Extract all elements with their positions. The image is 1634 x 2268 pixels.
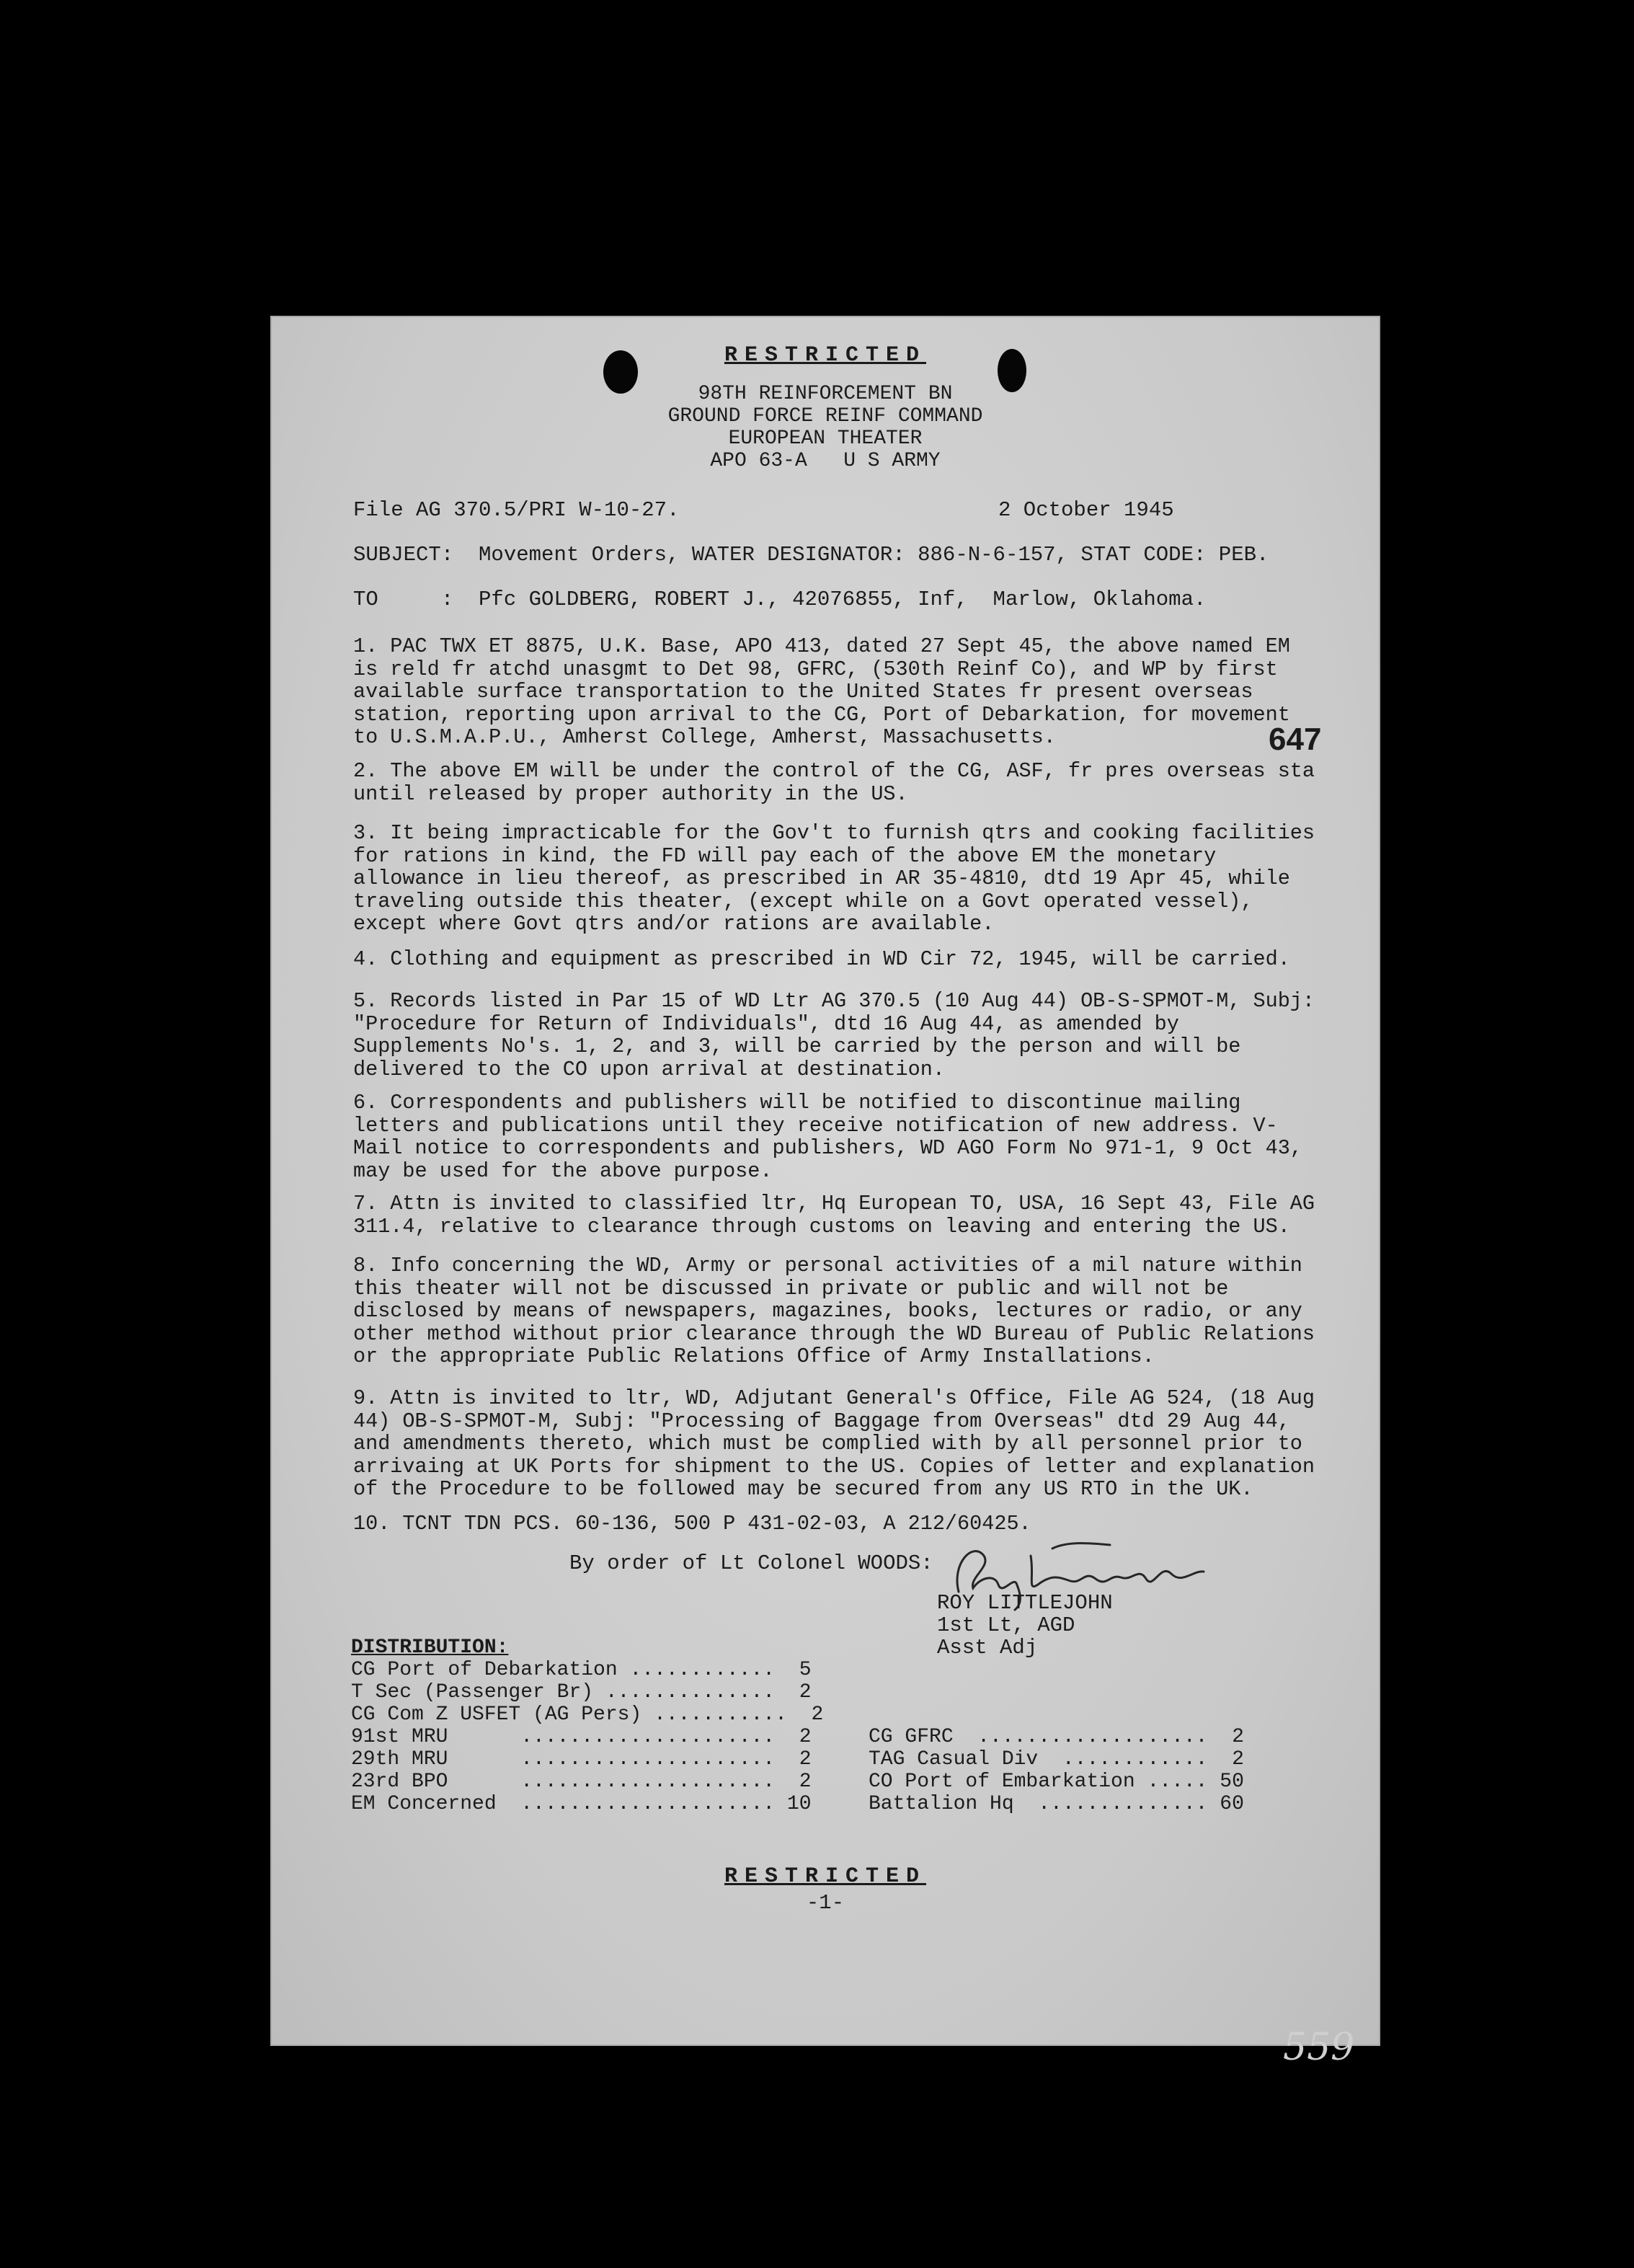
archive-corner-mark: 559 [1283, 2026, 1355, 2069]
distribution-right-2: TAG Casual Div ............ 2 [869, 1748, 1244, 1771]
unit-line-2: GROUND FORCE REINF COMMAND [667, 405, 983, 428]
subject-line: SUBJECT: Movement Orders, WATER DESIGNATOR: 886-N-6-157, STAT CODE: PEB. [353, 543, 1269, 567]
signer-rank: 1st Lt, AGD [937, 1613, 1075, 1637]
paragraph-3: 3. It being impracticable for the Gov't to furnish qtrs and cooking facilities for rations in kind, the FD will pay each of the above EM the monetary allowance in lieu thereof, as prescribed in AR 35-4810, dtd 19 Apr 45, while traveling outside this theater, (except while on a Govt operated vessel), except where Govt qtrs and/or rations are available. [353, 821, 1315, 936]
document-page [270, 316, 1380, 2046]
distribution-left-2: T Sec (Passenger Br) .............. 2 [351, 1681, 812, 1704]
paragraph-7: 7. Attn is invited to classified ltr, Hq European TO, USA, 16 Sept 43, File AG 311.4, relative to clearance through customs on leaving and entering the US. [353, 1192, 1315, 1239]
file-reference: File AG 370.5/PRI W-10-27. [353, 498, 680, 522]
paragraph-1: 1. PAC TWX ET 8875, U.K. Base, APO 413, dated 27 Sept 45, the above named EM is reld fr atchd unasgmt to Det 98, GFRC, (530th Reinf Co), and WP by first available surface transportation to the United States fr present overseas station, reporting upon arrival to the CG, Port of Debarkation, for movement to U.S.M.A.P.U., Amherst College, Amherst, Massachusetts. [353, 634, 1290, 749]
distribution-right-1: CG GFRC ................... 2 [869, 1726, 1244, 1748]
paragraph-9: 9. Attn is invited to ltr, WD, Adjutant General's Office, File AG 524, (18 Aug 44) OB-S-SPMOT-M, Subj: "Processing of Baggage from Overseas" dtd 29 Aug 44, and amendments thereto, which must be complied with by all personnel prior to arrivaing at UK Ports for shipment to the US. Copies of letter and explanation of the Procedure to be followed may be secured from any US RTO in the UK. [353, 1386, 1315, 1501]
distribution-left-6: 23rd BPO ..................... 2 [351, 1771, 812, 1793]
paragraph-8: 8. Info concerning the WD, Army or personal activities of a mil nature within this theater will not be discussed in private or public and will not be disclosed by means of newspapers, magazines, books, lectures or radio, or any other method without prior clearance through the WD Bureau of Public Relations or the appropriate Public Relations Office of Army Installations. [353, 1254, 1315, 1368]
unit-line-4: APO 63-A U S ARMY [710, 450, 941, 472]
distribution-left-5: 29th MRU ..................... 2 [351, 1748, 812, 1771]
distribution-left-1: CG Port of Debarkation ............ 5 [351, 1659, 812, 1681]
classification-footer: RESTRICTED [724, 1864, 927, 1889]
paragraph-2: 2. The above EM will be under the control of the CG, ASF, fr pres overseas sta until released by proper authority in the US. [353, 759, 1315, 806]
distribution-left-7: EM Concerned ..................... 10 [351, 1793, 812, 1815]
unit-line-3: EUROPEAN THEATER [728, 428, 923, 450]
classification-header: RESTRICTED [724, 343, 927, 368]
stamp-number: 647 [1269, 722, 1322, 757]
paragraph-4: 4. Clothing and equipment as prescribed in WD Cir 72, 1945, will be carried. [353, 947, 1290, 971]
signer-title: Asst Adj [937, 1636, 1038, 1660]
unit-line-1: 98TH REINFORCEMENT BN [698, 383, 953, 405]
distribution-right-3: CO Port of Embarkation ..... 50 [869, 1771, 1244, 1793]
paragraph-6: 6. Correspondents and publishers will be notified to discontinue mailing letters and publications until they receive notification of new address. V-Mail notice to correspondents and publishers, WD AGO Form No 971-1, 9 Oct 43, may be used for the above purpose. [353, 1091, 1302, 1183]
order-line: By order of Lt Colonel WOODS: [569, 1551, 933, 1575]
distribution-label: DISTRIBUTION: [351, 1636, 509, 1659]
distribution-right-4: Battalion Hq .............. 60 [869, 1793, 1244, 1815]
signer-name: ROY LITTLEJOHN [937, 1591, 1113, 1615]
paragraph-10: 10. TCNT TDN PCS. 60-136, 500 P 431-02-03, A 212/60425. [353, 1512, 1031, 1536]
distribution-left-4: 91st MRU ..................... 2 [351, 1726, 812, 1748]
document-date: 2 October 1945 [998, 498, 1174, 522]
distribution-left-3: CG Com Z USFET (AG Pers) ........... 2 [351, 1704, 824, 1726]
paragraph-5: 5. Records listed in Par 15 of WD Ltr AG 370.5 (10 Aug 44) OB-S-SPMOT-M, Subj: "Procedure for Return of Individuals", dtd 16 Aug 44, as amended by Supplements No's. 1, 2, and 3, will be carried by the person and will be delivered to the CO upon arrival at destination. [353, 989, 1315, 1081]
page-number: -1- [806, 1891, 845, 1915]
addressee-line: TO : Pfc GOLDBERG, ROBERT J., 42076855, Inf, Marlow, Oklahoma. [353, 588, 1207, 611]
